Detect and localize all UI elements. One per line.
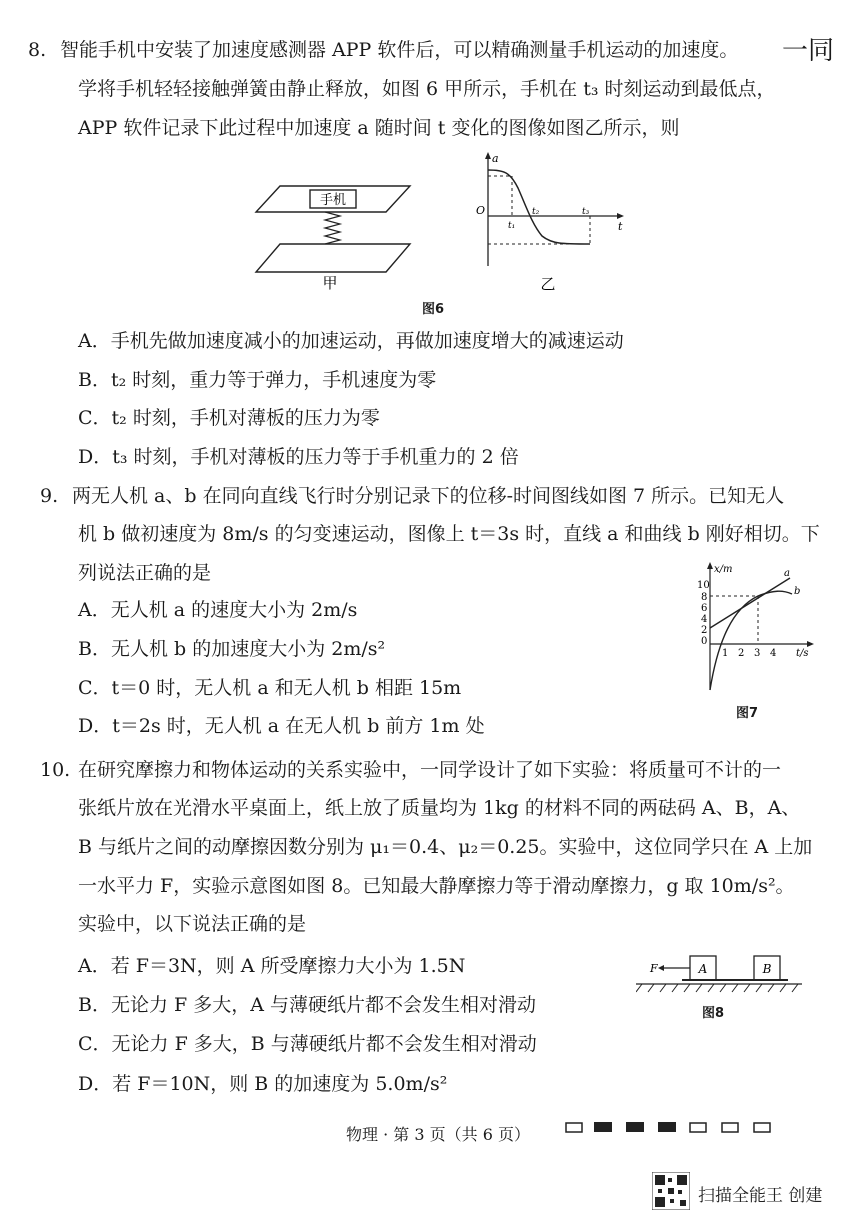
q10-option-d: D．若 F＝10N，则 B 的加速度为 5.0m/s² [78, 1073, 448, 1095]
q10-line1: 在研究摩擦力和物体运动的关系实验中，一同学设计了如下实验：将质量可不计的一 [78, 759, 782, 781]
q8-option-a: A．手机先做加速度减小的加速运动，再做加速度增大的减速运动 [78, 330, 624, 352]
scanner-watermark: 扫描全能王 创建 [698, 1186, 823, 1206]
q9-line2: 机 b 做初速度为 8m/s 的匀变速运动，图像上 t＝3s 时，直线 a 和曲线 b 刚好相切。下 [78, 523, 820, 545]
t2-label: t₂ [532, 207, 540, 217]
fig7-ytick-0: 0 [701, 636, 708, 647]
q9-option-d: D．t＝2s 时，无人机 a 在无人机 b 前方 1m 处 [78, 715, 485, 737]
yi-label: 乙 [540, 275, 556, 293]
figure7-graph [688, 560, 828, 700]
scanner-logo-icon [652, 1172, 690, 1210]
fig8-block-b: B [762, 962, 772, 976]
q8-option-d: D．t₃ 时刻，手机对薄板的压力等于手机重力的 2 倍 [78, 446, 519, 468]
t1-label: t₁ [508, 221, 516, 231]
phone-label: 手机 [319, 193, 347, 208]
fig8-force-label: F [650, 962, 658, 975]
q9-line1: 两无人机 a、b 在同向直线飞行时分别记录下的位移-时间图线如图 7 所示。已知无人 [72, 485, 785, 507]
fig7-ytick-10: 10 [697, 580, 710, 591]
q10-line4: 一水平力 F，实验示意图如图 8。已知最大静摩擦力等于滑动摩擦力，g 取 10m/s²。 [78, 875, 795, 897]
fig8-block-a: A [698, 962, 708, 976]
fig7-xtick-2: 2 [738, 648, 745, 659]
page-footer: 物理 · 第 3 页（共 6 页） [346, 1125, 530, 1144]
q8-option-b: B．t₂ 时刻，重力等于弹力，手机速度为零 [78, 369, 437, 391]
q8-handwriting: 一同 [782, 36, 835, 66]
fig7-curve-b: b [794, 586, 801, 597]
fig7-ytick-6: 6 [701, 603, 708, 614]
jia-label: 甲 [322, 274, 338, 292]
origin-label: O [476, 204, 486, 217]
q10-number: 10. [40, 759, 71, 781]
q10-line5: 实验中，以下说法正确的是 [78, 913, 307, 935]
axis-t: t [618, 220, 623, 233]
fig7-xtick-4: 4 [770, 648, 777, 659]
fig7-ylabel: x/m [714, 564, 733, 575]
q10-option-a: A．若 F＝3N，则 A 所受摩擦力大小为 1.5N [78, 955, 466, 977]
q8-line2: 学将手机轻轻接触弹簧由静止释放，如图 6 甲所示，手机在 t₃ 时刻运动到最低点， [78, 78, 776, 100]
q9-number: 9. [40, 485, 59, 507]
page-indicator-icon [562, 1118, 777, 1140]
fig7-ytick-8: 8 [701, 592, 708, 603]
figure6-yi [470, 148, 630, 298]
figure6-caption: 图6 [422, 302, 445, 317]
q10-option-c: C．无论力 F 多大，B 与薄硬纸片都不会发生相对滑动 [78, 1033, 537, 1055]
t3-label: t₃ [582, 207, 590, 217]
q8-option-c: C．t₂ 时刻，手机对薄板的压力为零 [78, 407, 380, 429]
figure8-caption: 图8 [702, 1006, 725, 1021]
q9-option-c: C．t＝0 时，无人机 a 和无人机 b 相距 15m [78, 677, 462, 699]
figure6-jia [250, 182, 420, 292]
fig7-ytick-4: 4 [701, 614, 708, 625]
q9-option-b: B．无人机 b 的加速度大小为 2m/s² [78, 638, 386, 660]
q10-option-b: B．无论力 F 多大，A 与薄硬纸片都不会发生相对滑动 [78, 994, 536, 1016]
fig7-ytick-2: 2 [701, 625, 708, 636]
fig7-xtick-3: 3 [754, 648, 761, 659]
q8-number: 8. [28, 39, 47, 61]
axis-a: a [492, 152, 499, 165]
fig7-line-a: a [784, 568, 790, 579]
fig7-xlabel: t/s [796, 648, 809, 659]
fig7-xtick-1: 1 [722, 648, 729, 659]
figure8-diagram [636, 948, 806, 998]
q10-line3: B 与纸片之间的动摩擦因数分别为 μ₁＝0.4、μ₂＝0.25。实验中，这位同学只在 A 上加 [78, 836, 813, 858]
q8-line1: 智能手机中安装了加速度感测器 APP 软件后，可以精确测量手机运动的加速度。 [60, 39, 739, 61]
figure7-caption: 图7 [736, 706, 759, 721]
q10-line2: 张纸片放在光滑水平桌面上，纸上放了质量均为 1kg 的材料不同的两砝码 A、B，A、 [78, 797, 801, 819]
q8-line3: APP 软件记录下此过程中加速度 a 随时间 t 变化的图像如图乙所示，则 [78, 117, 680, 139]
q9-line3: 列说法正确的是 [78, 562, 212, 584]
q9-option-a: A．无人机 a 的速度大小为 2m/s [78, 599, 358, 621]
